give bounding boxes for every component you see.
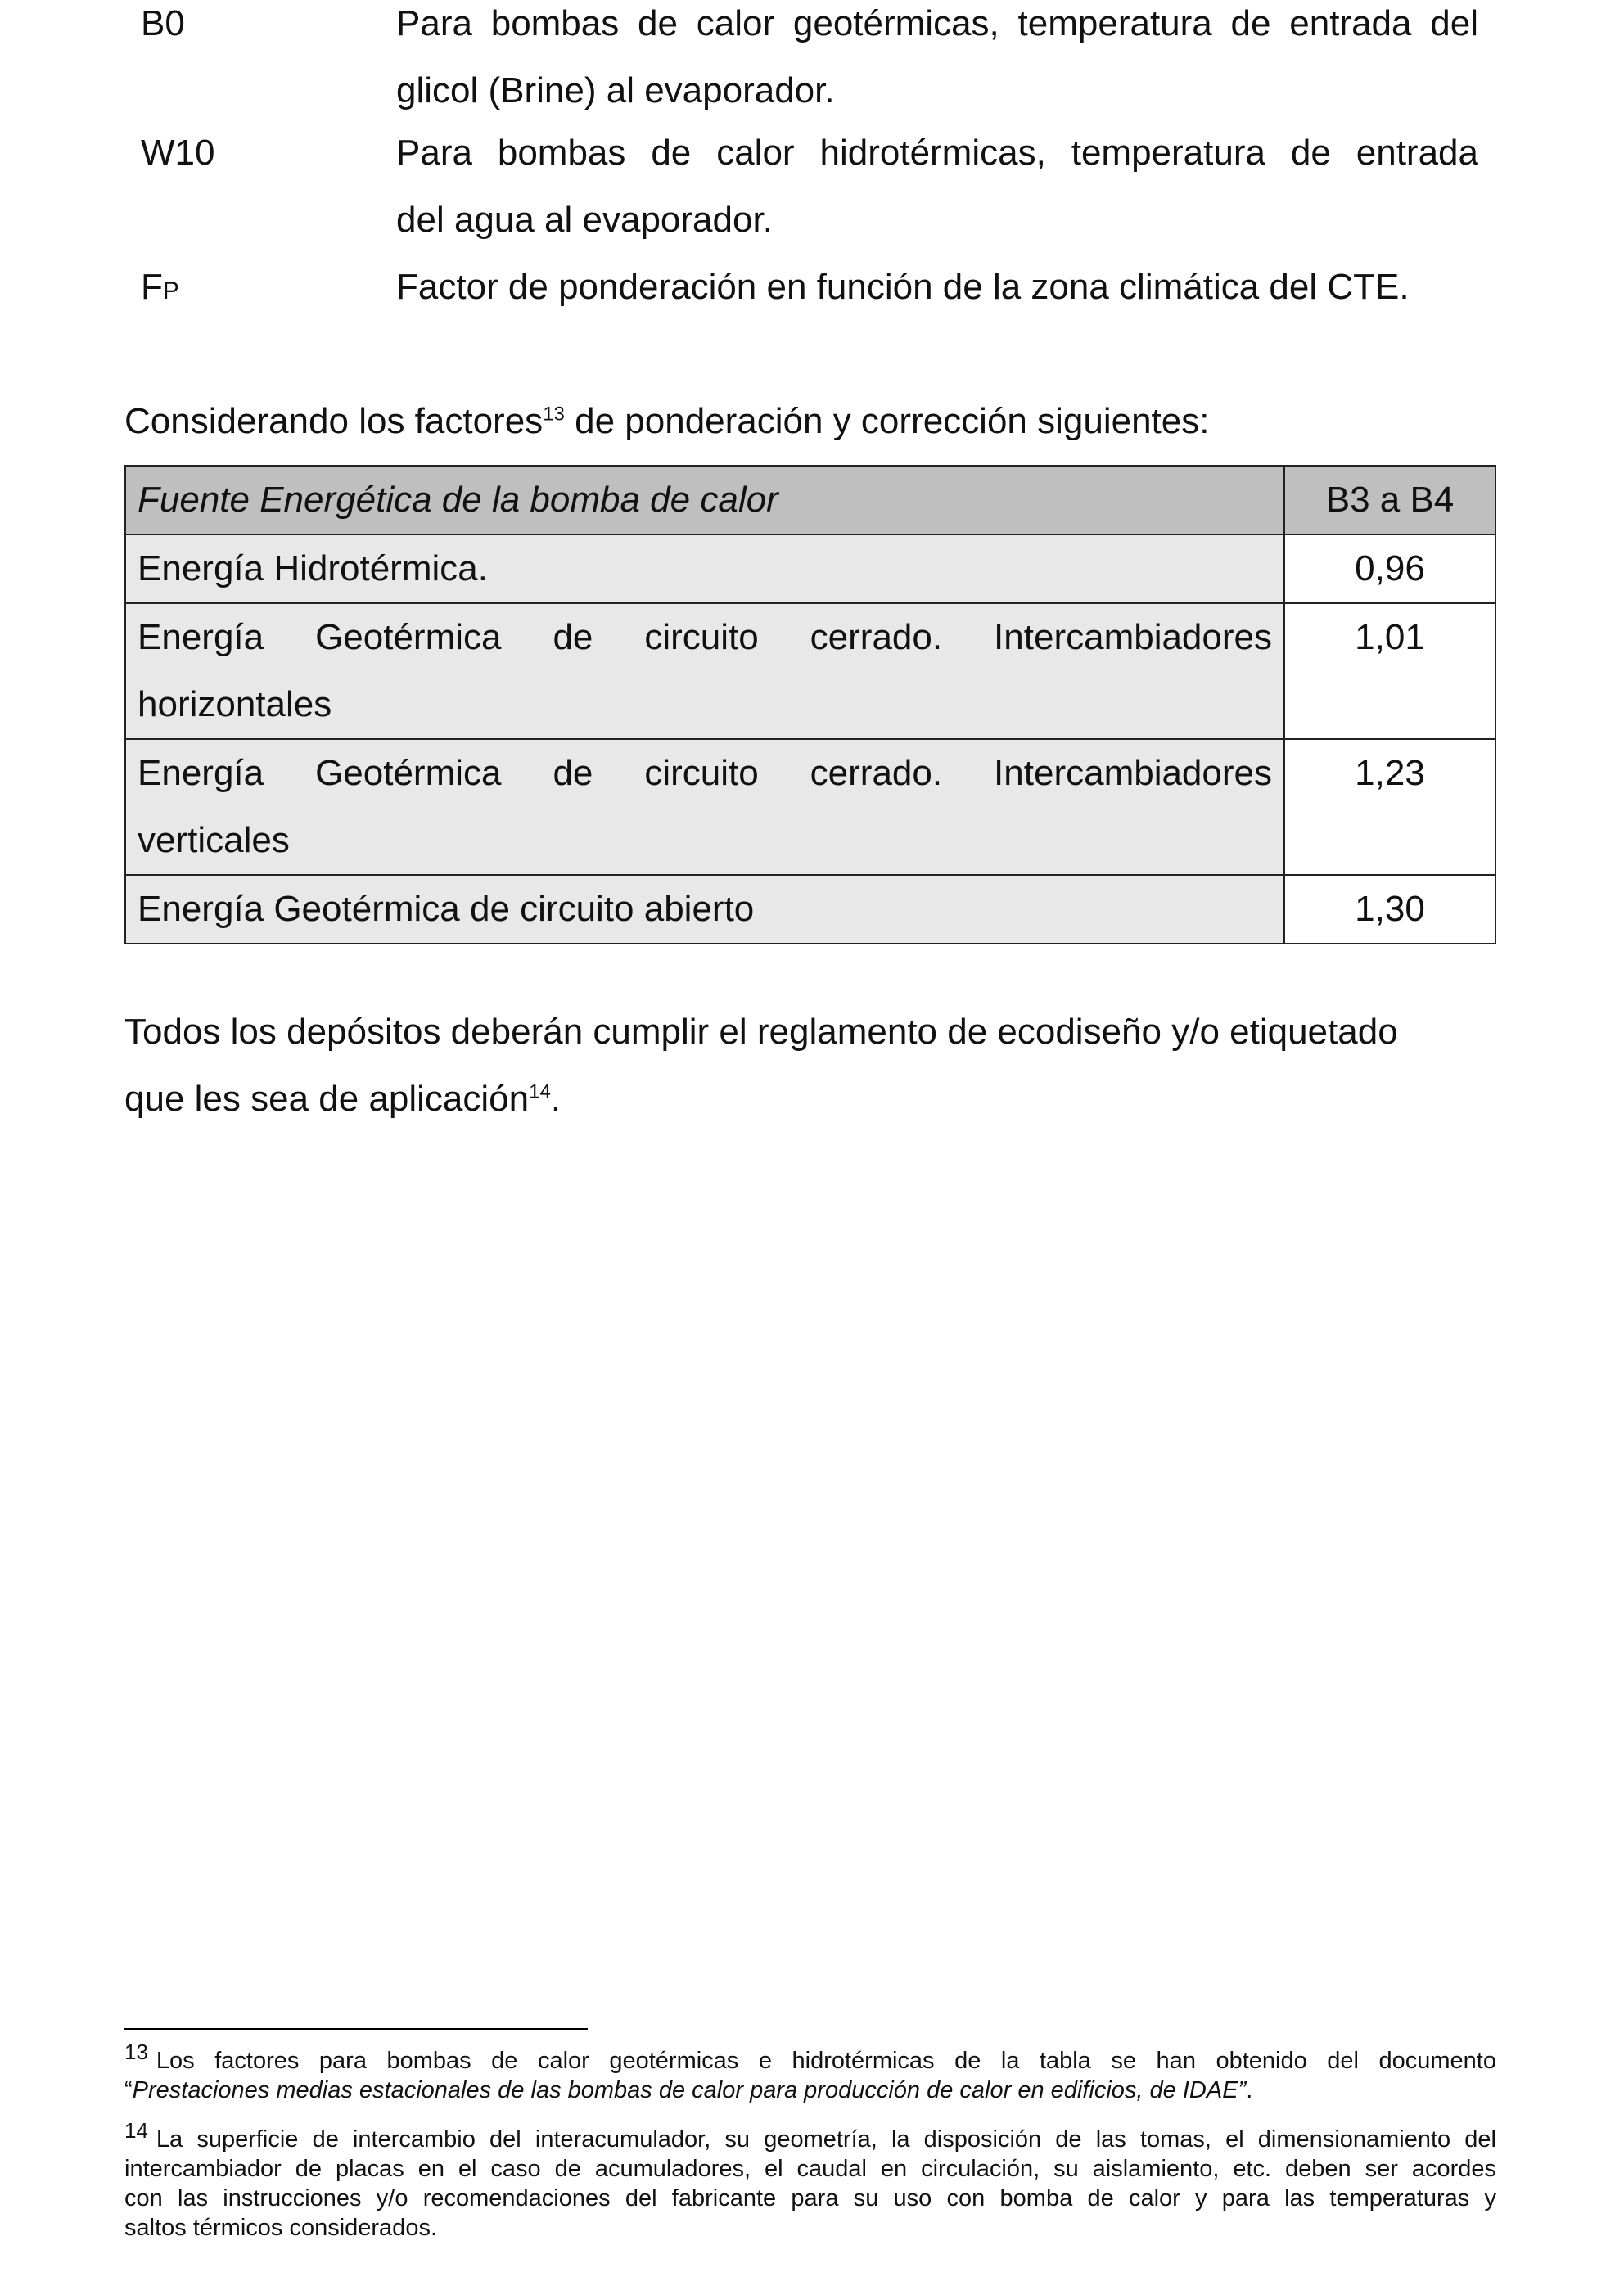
- table-row: [125, 739, 1495, 875]
- closing-line-2-end: .: [550, 1079, 562, 1119]
- footnote-quote-open: “: [124, 2077, 133, 2103]
- intro-text: Considerando los factores: [124, 401, 544, 441]
- definition-line: glicol (Brine) al evaporador.: [396, 70, 835, 110]
- factors-table: [124, 465, 1496, 944]
- intro-paragraph: [124, 388, 1496, 455]
- row-source-line: Energía Hidrotérmica.: [138, 548, 488, 588]
- footnote-line: con las instrucciones y/o recomendaciones del fabricante para su uso con bomba de calor y para las temperaturas y: [124, 2185, 1496, 2211]
- definition-term-w10: W10: [141, 133, 215, 173]
- footnote-line: [124, 2076, 1496, 2105]
- footnote-line: saltos térmicos considerados.: [124, 2215, 437, 2241]
- table-row: [125, 534, 1495, 603]
- table-row: [125, 603, 1495, 739]
- footnote-text: Los factores para bombas de calor geotérmicas e hidrotérmicas de la tabla se han obtenido del documento: [156, 2048, 1496, 2074]
- footnote-14: [124, 2118, 1496, 2243]
- row-value: 1,23: [1284, 739, 1495, 875]
- closing-line-1: Todos los depósitos deberán cumplir el reglamento de ecodiseño y/o etiquetado: [124, 1012, 1398, 1052]
- footnote-end: .: [1246, 2077, 1253, 2103]
- closing-line-2-text: que les sea de aplicación: [124, 1079, 530, 1119]
- row-source: [125, 534, 1284, 603]
- definition-line: Para bombas de calor geotérmicas, temperatura de entrada del: [396, 3, 1478, 43]
- footnote-line: [124, 2118, 1496, 2154]
- footnote-number: 14: [124, 2118, 148, 2144]
- definition-line: Factor de ponderación en función de la zona climática del CTE.: [396, 267, 1410, 307]
- definition-text-b0: [396, 0, 1478, 124]
- row-source-line: horizontales: [138, 684, 332, 724]
- header-value: B3 a B4: [1284, 466, 1495, 534]
- table-header-row: [125, 466, 1495, 534]
- footnote-document-title: Prestaciones medias estacionales de las bombas de calor para producción de calor en edificios, de IDAE”: [132, 2077, 1247, 2103]
- footnote-13: [124, 2040, 1496, 2105]
- header-source: Fuente Energética de la bomba de calor: [125, 466, 1284, 534]
- definition-text-fp: [396, 254, 1478, 321]
- row-source-line: Energía Geotérmica de circuito abierto: [138, 889, 755, 929]
- table-row: [125, 875, 1495, 944]
- footnote-text: La superficie de intercambio del interacumulador, su geometría, la disposición de las tomas, el dimensionamiento del: [156, 2126, 1496, 2153]
- definition-term-fp-subscript: P: [162, 277, 179, 304]
- row-source-line: Energía Geotérmica de circuito cerrado. Intercambiadores: [138, 753, 1272, 793]
- row-value: 1,01: [1284, 603, 1495, 739]
- intro-text-continued: de ponderación y corrección siguientes:: [564, 401, 1210, 441]
- footnote-line: [124, 2040, 1496, 2076]
- row-value: 0,96: [1284, 534, 1495, 603]
- footnote-separator: [124, 2028, 588, 2030]
- row-source-line: Energía Geotérmica de circuito cerrado. Intercambiadores: [138, 617, 1272, 657]
- definition-line: Para bombas de calor hidrotérmicas, temperatura de entrada: [396, 133, 1478, 173]
- definition-text-w10: [396, 119, 1478, 254]
- row-source: [125, 603, 1284, 739]
- footnote-ref-14[interactable]: 14: [529, 1080, 551, 1103]
- closing-line-2: [124, 1066, 1496, 1133]
- footnote-ref-13[interactable]: 13: [543, 403, 565, 426]
- footnote-number: 13: [124, 2040, 148, 2065]
- row-source: [125, 875, 1284, 944]
- definition-line: del agua al evaporador.: [396, 200, 773, 240]
- closing-paragraph: [124, 999, 1496, 1133]
- row-source-line: verticales: [138, 820, 290, 860]
- row-value: 1,30: [1284, 875, 1495, 944]
- definition-term-fp-main: F: [141, 267, 163, 307]
- definition-term-fp: [141, 254, 179, 325]
- definition-term-b0: B0: [141, 3, 185, 43]
- row-source: [125, 739, 1284, 875]
- footnote-line: intercambiador de placas en el caso de acumuladores, el caudal en circulación, su aislamiento, etc. deben ser acordes: [124, 2156, 1496, 2182]
